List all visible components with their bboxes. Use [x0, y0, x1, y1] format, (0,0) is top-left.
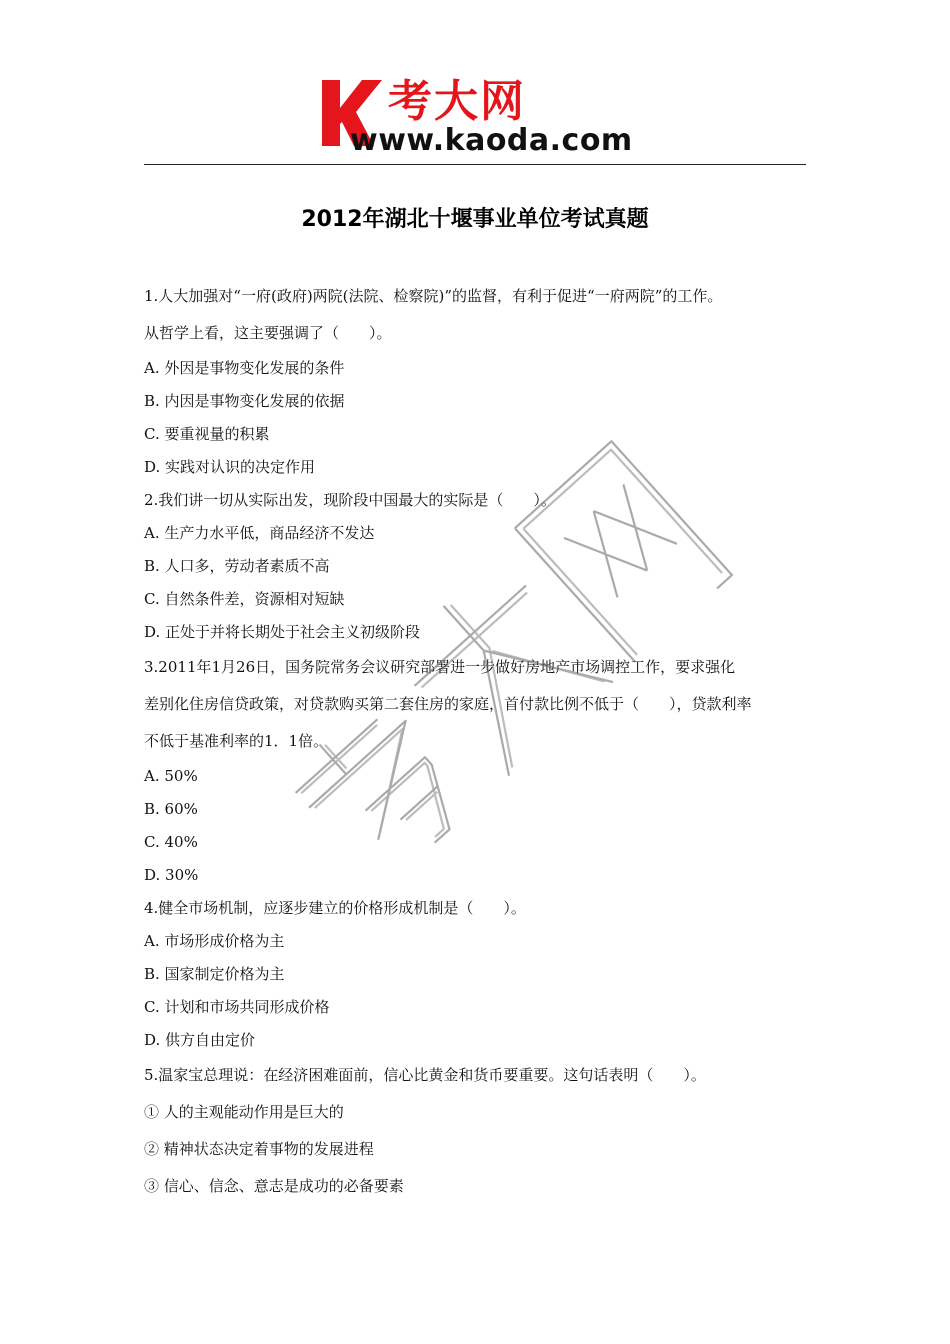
question-1-option-a: A. 外因是事物变化发展的条件 — [144, 359, 345, 377]
question-1-line-2: 从哲学上看，这主要强调了（ ）。 — [144, 324, 392, 342]
question-4-option-b: B. 国家制定价格为主 — [144, 965, 285, 983]
question-5-option-2: ② 精神状态决定着事物的发展进程 — [144, 1140, 374, 1158]
question-5-option-1: ① 人的主观能动作用是巨大的 — [144, 1103, 344, 1121]
question-3-option-a: A. 50% — [144, 767, 198, 785]
question-1-option-d: D. 实践对认识的决定作用 — [144, 458, 316, 476]
question-4-option-c: C. 计划和市场共同形成价格 — [144, 998, 330, 1016]
question-2-option-d: D. 正处于并将长期处于社会主义初级阶段 — [144, 623, 421, 641]
logo-url: www.kaoda.com — [350, 123, 633, 158]
question-1-line-1: 1.人大加强对“一府(政府)两院(法院、检察院)”的监督，有利于促进“一府两院”的工作。 — [144, 287, 723, 305]
header-divider — [144, 164, 806, 165]
question-4-option-a: A. 市场形成价格为主 — [144, 932, 285, 950]
question-1-option-b: B. 内因是事物变化发展的依据 — [144, 392, 345, 410]
page-header — [0, 0, 950, 170]
question-1-option-c: C. 要重视量的积累 — [144, 425, 270, 443]
question-2-option-b: B. 人口多，劳动者素质不高 — [144, 557, 330, 575]
question-3-line-2: 差别化住房信贷政策，对贷款购买第二套住房的家庭，首付款比例不低于（ ），贷款利率 — [144, 695, 752, 713]
document-title: 2012年湖北十堰事业单位考试真题 — [301, 207, 649, 232]
question-2-option-a: A. 生产力水平低，商品经济不发达 — [144, 524, 375, 542]
question-5-line-1: 5.温家宝总理说：在经济困难面前，信心比黄金和货币要重要。这句话表明（ ）。 — [144, 1066, 706, 1084]
question-3-option-c: C. 40% — [144, 833, 198, 851]
question-list — [144, 278, 816, 1205]
question-3-option-b: B. 60% — [144, 800, 198, 818]
question-3-line-3: 不低于基准利率的1．1倍。 — [144, 732, 329, 750]
question-4-line-1: 4.健全市场机制，应逐步建立的价格形成机制是（ ）。 — [144, 899, 526, 917]
question-3-option-d: D. 30% — [144, 866, 199, 884]
logo-name: 考大网 — [388, 76, 526, 127]
question-3-line-1: 3.2011年1月26日，国务院常务会议研究部署进一步做好房地产市场调控工作，要求强化 — [144, 658, 736, 676]
question-2-option-c: C. 自然条件差，资源相对短缺 — [144, 590, 345, 608]
question-2-line-1: 2.我们讲一切从实际出发，现阶段中国最大的实际是（ ）。 — [144, 491, 556, 509]
question-4-option-d: D. 供方自由定价 — [144, 1031, 256, 1049]
question-5-option-3: ③ 信心、信念、意志是成功的必备要素 — [144, 1177, 404, 1195]
